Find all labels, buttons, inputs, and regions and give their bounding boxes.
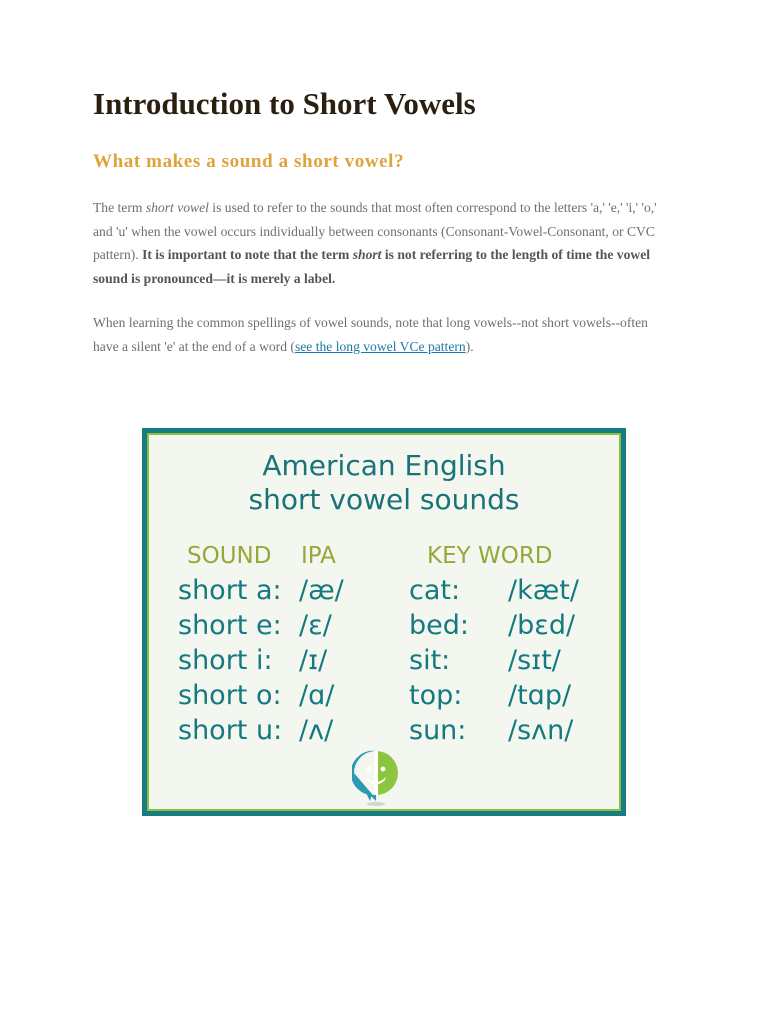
long-vowel-text-1: When learning the common spellings of vowel sounds, note that long vowels--not short vowels--often have a silent 'e' at the end of a word ( [93,315,648,354]
vowel-sound: short a: [178,575,282,606]
key-word: sit: [409,645,451,676]
vowel-row-o [149,680,619,715]
vowel-row-a [149,575,619,610]
vowel-ipa: /ɛ/ [299,610,332,641]
intro-text-2: is used to refer to the sounds that most often correspond to the letters 'a,' 'e,' 'i,' 'o,' and 'u' when the vowel occurs individually between consonants (Consonant-Vowel-Consonant, or CVC pattern). [93,200,657,262]
term-short: short [352,247,382,262]
key-word-ipa: /sɪt/ [508,645,561,676]
key-word: sun: [409,715,467,746]
figure-panel [147,433,621,811]
vowel-sound: short o: [178,680,282,711]
key-word-ipa: /bɛd/ [508,610,576,641]
column-header-ipa: IPA [301,543,336,569]
vowel-sound: short i: [178,645,273,676]
column-header-key-word: KEY WORD [427,543,553,569]
important-note-text-2: is not referring to the length of time the vowel sound is pronounced—it is merely a label. [93,247,651,286]
column-header-sound: SOUND [187,543,272,569]
key-word-ipa: /kæt/ [508,575,579,606]
vowel-row-e [149,610,619,645]
speech-face-logo-icon [352,749,400,807]
page-title: Introduction to Short Vowels [93,86,476,121]
short-vowel-sounds-figure [142,428,626,816]
intro-text-1: The term [93,200,146,215]
key-word-ipa: /sʌn/ [508,715,574,746]
vowel-row-u [149,715,619,750]
vowel-sound: short u: [178,715,283,746]
figure-title-line-2: short vowel sounds [248,483,520,516]
important-note-text-1: It is important to note that the term [142,247,353,262]
long-vowel-text-2: ). [465,338,474,354]
vowel-ipa: /æ/ [299,575,344,606]
key-word: top: [409,680,463,711]
important-note [93,247,650,286]
vowel-ipa: /ɑ/ [299,680,335,711]
term-short-vowel: short vowel [145,200,209,215]
long-vowel-vce-link[interactable]: see the long vowel VCe pattern [294,338,466,354]
key-word: cat: [409,575,461,606]
long-vowel-note-paragraph [93,311,673,358]
vowel-table [149,575,619,750]
section-heading: What makes a sound a short vowel? [93,151,405,172]
vowel-row-i [149,645,619,680]
intro-paragraph [93,196,673,290]
vowel-sound: short e: [178,610,282,641]
key-word: bed: [409,610,469,641]
figure-title-line-1: American English [262,449,506,482]
vowel-ipa: /ɪ/ [299,645,328,676]
vowel-ipa: /ʌ/ [299,715,334,746]
key-word-ipa: /tɑp/ [508,680,572,711]
